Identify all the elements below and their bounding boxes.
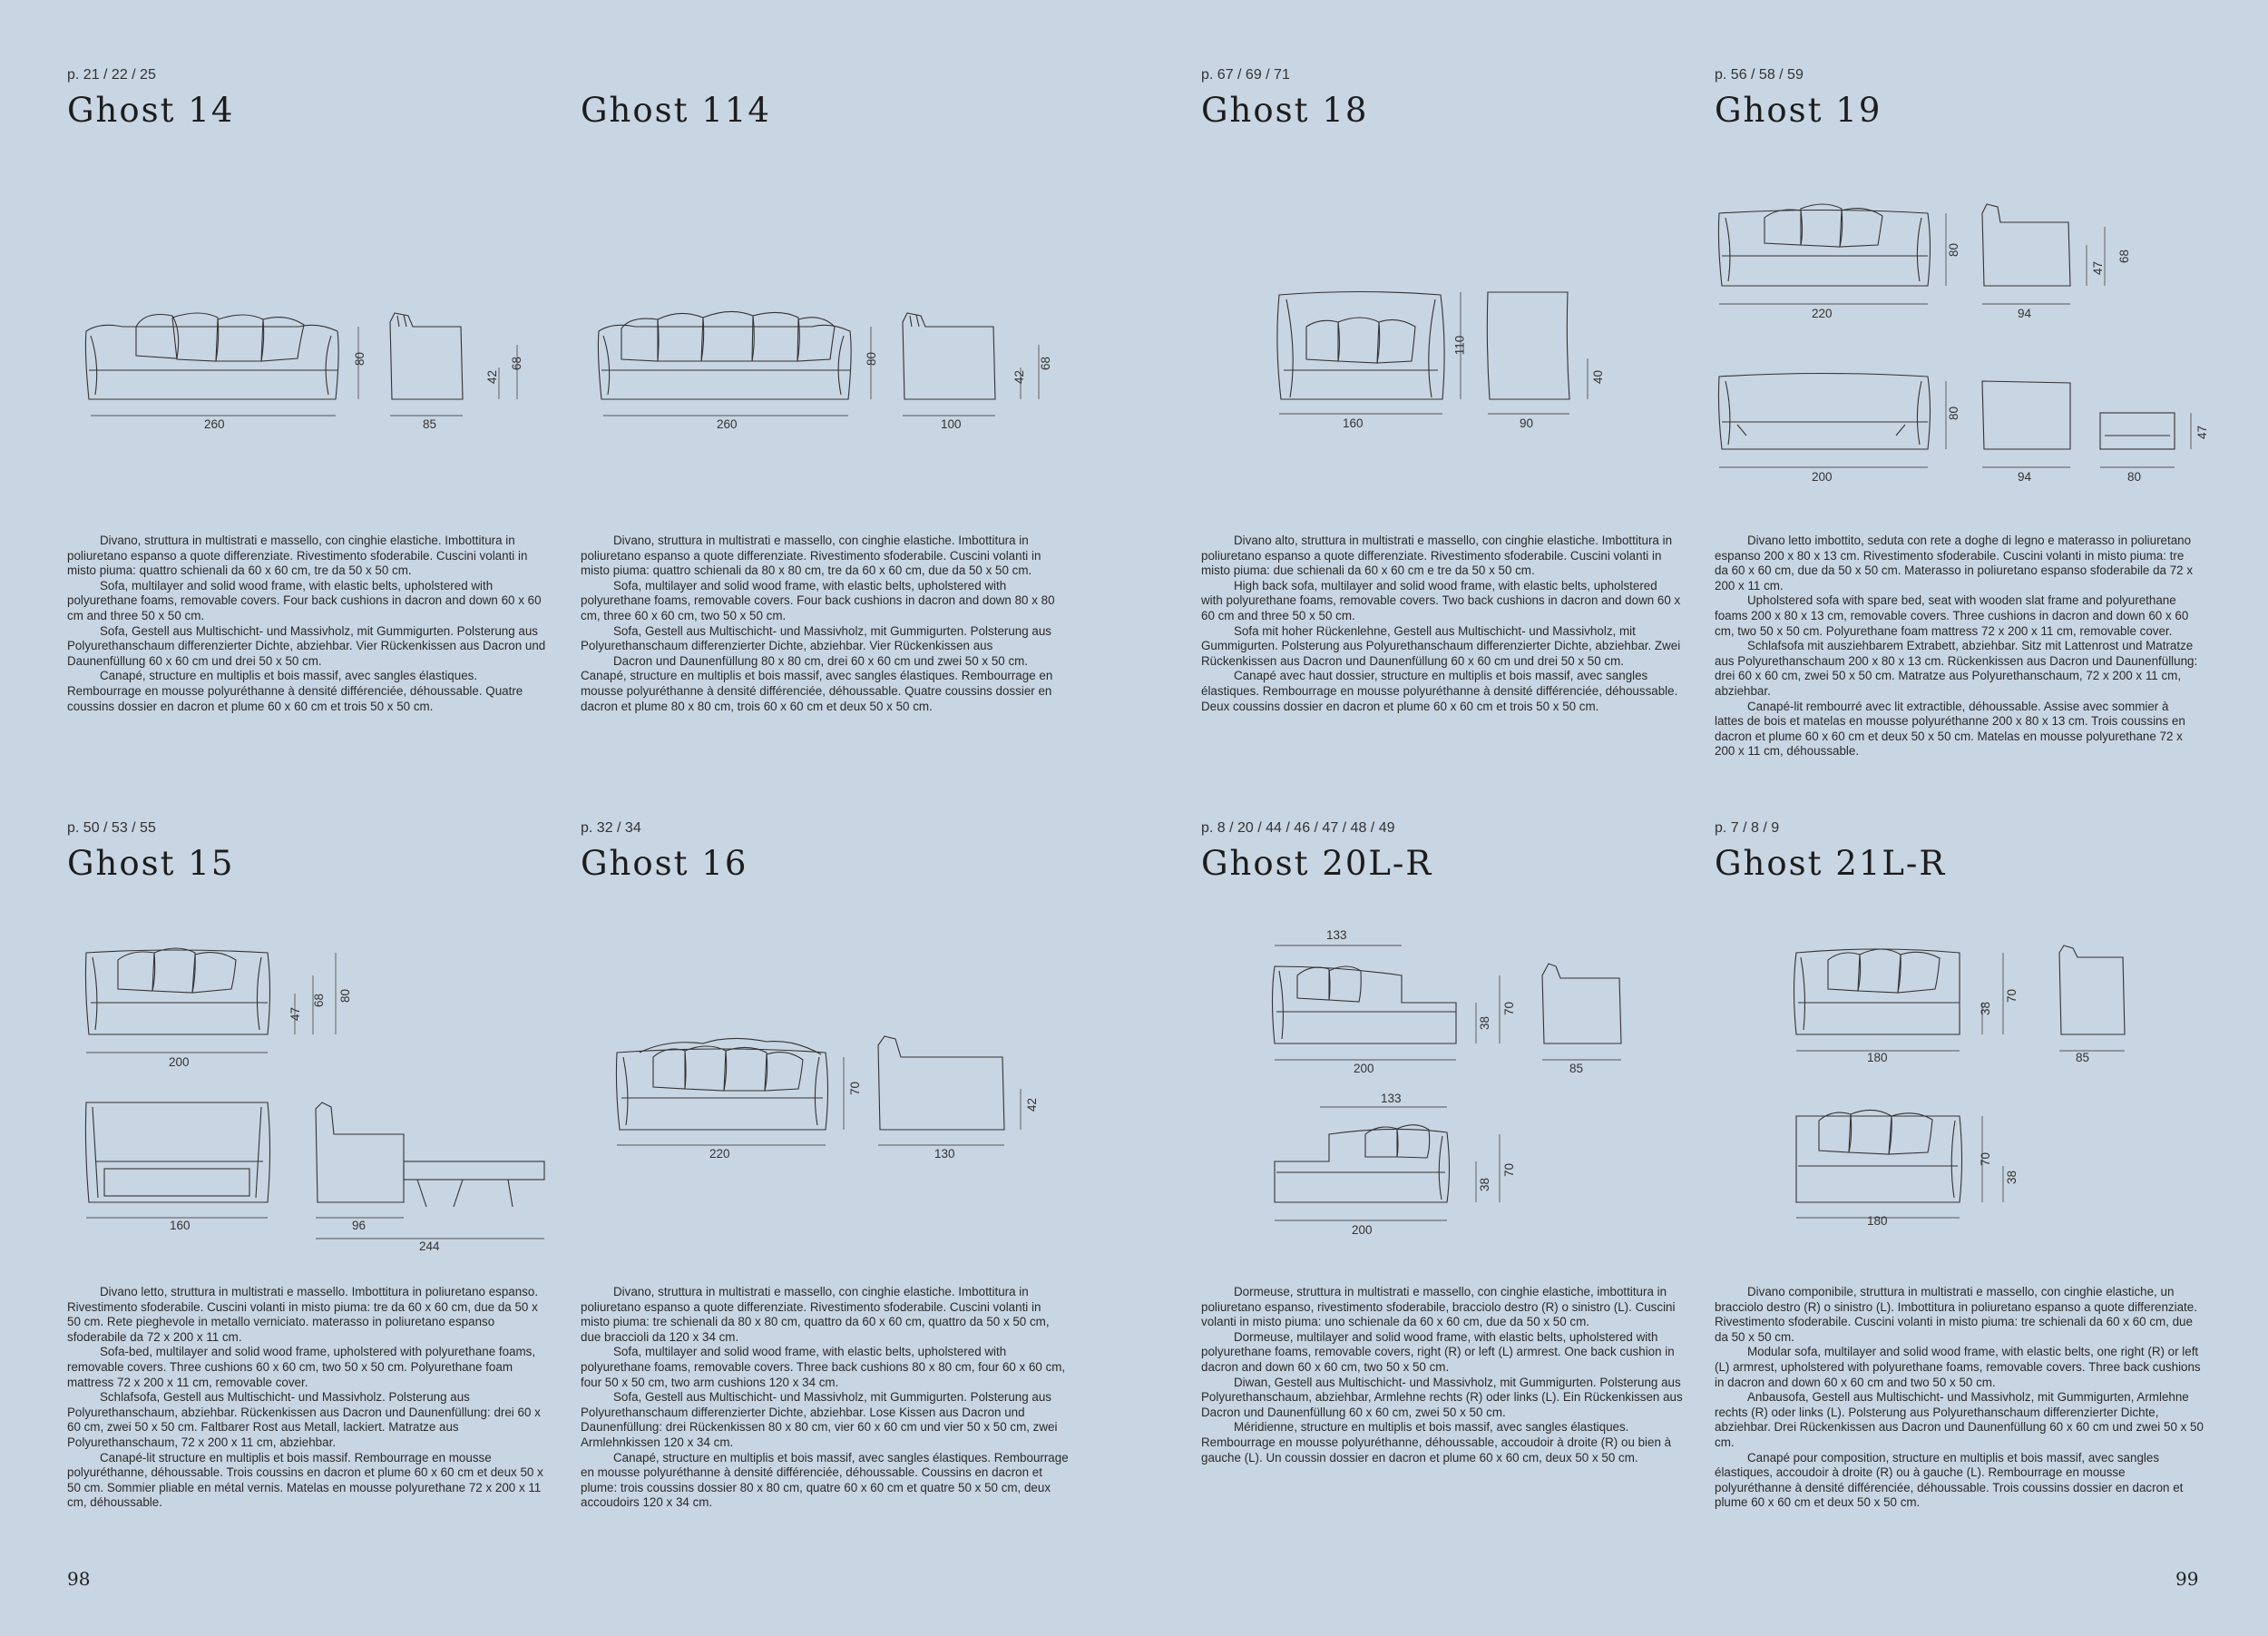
- desc-english: Dormeuse, multilayer and solid wood frame, with elastic belts, upholstered with polyurethane foams, removable covers, right (R) or left (L) armrest. One back cushion in dacron and down 60 x 60 cm, two 50 x 50 cm.: [1201, 1329, 1675, 1374]
- width-dim: 200: [1354, 1062, 1374, 1075]
- desc-german: Schlafsofa mit ausziehbarem Extrabett, abziehbar. Sitz mit Lattenrost und Matratze aus Polyurethanschaum 200 x 80 x 13 cm. Rückenkissen aus Dacron und Daunenfüllung: drei 60 x 60 cm, zwei 50 x 50 cm. Matratze aus Polyurethanschaum, 72 x 200 x 11 cm, abziehbar.: [1715, 639, 2198, 698]
- product-title: Ghost 16: [581, 844, 748, 883]
- desc-german: Sofa, Gestell aus Multischicht- und Massivholz, mit Gummigurten. Polsterung aus Polyurethanschaum differenzierter Dichte, abziehbar. Lose Kissen aus Dacron und Daunenfüllung: drei Rückenkissen 80 x 80 cm, vier 60 x 60 cm und vier 50 x 50 cm, zwei Armlehnkissen 120 x 34 cm.: [581, 1390, 1058, 1449]
- bed-width-dim: 160: [170, 1219, 191, 1232]
- product-title: Ghost 14: [67, 91, 235, 130]
- mattress-width-dim: 80: [2127, 470, 2142, 484]
- height-dim-2: 70: [1979, 1151, 1993, 1167]
- desc-french: Canapé avec haut dossier, structure en multiplis et bois massif, avec sangles élastiques. Rembourrage en mousse polyuréthanne à densité différenciée, déhoussable. Deux coussins dossier en dacron et plume 60 x 60 cm et trois 50 x 50 cm.: [1201, 669, 1678, 713]
- seat-height-dim: 47: [2091, 260, 2106, 276]
- desc-english: High back sofa, multilayer and solid wood frame, with elastic belts, upholstered with polyurethane foams, removable covers. Two back cushions in dacron and down 60 x 60 cm and three 50 x 50 cm.: [1201, 578, 1681, 622]
- seat-height-dim-2: 38: [1478, 1177, 1492, 1192]
- arm-height-dim: 68: [510, 356, 524, 371]
- width-dim-2: 200: [1352, 1223, 1373, 1237]
- ghost15-drawing: [82, 935, 572, 1243]
- seat-height-dim: 42: [485, 369, 500, 385]
- chaise-length-dim: 133: [1326, 928, 1347, 942]
- desc-english: Modular sofa, multilayer and solid wood frame, with elastic belts, one right (R) or left (L) armrest, upholstered with polyurethane foams, removable covers. Three back cushions in dacron and down 60 x 60 cm and two 50 x 50 cm.: [1715, 1345, 2201, 1389]
- ghost16-drawing: [612, 1025, 1066, 1171]
- desc-italian: Divano componibile, struttura in multistrati e massello, con cinghie elastiche, un bracciolo destro (R) o sinistro (L). Imbottitura in poliuretano espanso a quote differenziate. Rivestimento sfoderabile. Cuscini volanti in misto piuma: tre schienali da 60 x 60 cm, due da 50 x 50 cm.: [1715, 1285, 2197, 1344]
- height-dim: 70: [848, 1081, 863, 1096]
- desc-french: Canapé, structure en multiplis et bois massif, avec sangles élastiques. Rembourrage en mousse polyuréthanne à densité différenciée, déhoussable. Quatre coussins dossier en dacron et plume 60 x 60 cm et trois 50 x 50 cm.: [67, 669, 523, 713]
- desc-german: Diwan, Gestell aus Multischicht- und Massivholz, mit Gummigurten. Polsterung aus Polyurethanschaum, abziehbar, Armlehne rechts (R) oder links (L). Ein Rückenkissen aus Dacron und Daunenfüllung 60 x 60 cm, zwei 50 x 50 cm.: [1201, 1375, 1683, 1419]
- depth-dim: 96: [352, 1219, 367, 1232]
- page-number-right: 99: [2175, 1568, 2199, 1590]
- desc-german: Sofa, Gestell aus Multischicht- und Massivholz, mit Gummigurten. Polsterung aus Polyurethanschaum differenzierter Dichte, abziehbar. Vier Rückenkissen aus Dacron und Daunenfüllung 60 x 60 cm und drei 50 x 50 cm.: [67, 623, 546, 668]
- seat-height-dim: 38: [1478, 1015, 1492, 1031]
- desc-french: Méridienne, structure en multiplis et bois massif, avec sangles élastiques. Rembourrage en mousse polyuréthanne, déhoussable, accoudoir à droite (R) ou bien à gauche (L). Un coussin dossier en dacron et plume 60 x 60 cm, deux 50 x 50 cm.: [1201, 1420, 1672, 1465]
- width-dim: 260: [204, 417, 225, 431]
- desc-english: Upholstered sofa with spare bed, seat with wooden slat frame and polyurethane foams 200 x 80 x 13 cm, removable covers. Three cushions in dacron and down 60 x 60 cm, two 50 x 50 cm. Polyurethane foam mattress 72 x 200 x 11 cm, removable cover.: [1715, 593, 2189, 638]
- arm-height-dim: 68: [2117, 249, 2132, 264]
- height-dim: 70: [2005, 988, 2019, 1004]
- width-dim: 200: [169, 1055, 190, 1069]
- product-description: [1201, 534, 1682, 714]
- depth-dim: 85: [423, 417, 437, 431]
- height-dim: 80: [865, 351, 879, 367]
- seat-height-dim: 42: [1025, 1097, 1040, 1112]
- page-reference: p. 8 / 20 / 44 / 46 / 47 / 48 / 49: [1201, 820, 1395, 836]
- seat-height-dim-2: 38: [2005, 1170, 2019, 1185]
- ghost114-drawing: [594, 299, 1066, 426]
- page-reference: p. 21 / 22 / 25: [67, 67, 156, 83]
- bed-width-dim: 200: [1812, 470, 1833, 484]
- depth-dim: 94: [2018, 307, 2032, 320]
- page-reference: p. 32 / 34: [581, 820, 641, 836]
- arm-height-dim: 68: [1039, 356, 1053, 371]
- page-reference: p. 56 / 58 / 59: [1715, 67, 1804, 83]
- height-dim: 70: [1502, 1001, 1517, 1016]
- product-description: [581, 1285, 1070, 1511]
- page-reference: p. 50 / 53 / 55: [67, 820, 156, 836]
- seat-height-dim: 40: [1591, 369, 1606, 385]
- desc-german: Sofa, Gestell aus Multischicht- und Massivholz, mit Gummigurten. Polsterung aus Polyurethanschaum differenzierter Dichte, abziehbar. Vier Rückenkissen aus: [581, 623, 1052, 653]
- open-depth-dim: 244: [419, 1239, 440, 1253]
- desc-french: Canapé-lit structure en multiplis et bois massif. Rembourrage en mousse polyuréthanne, déhoussable. Trois coussins en dacron et plume 60 x 60 cm et deux 50 x 50 cm. Sommier pliable en métal vernis. Matelas en mousse polyurethane 72 x 200 x 11 cm, déhoussable.: [67, 1450, 543, 1510]
- desc-english: Sofa, multilayer and solid wood frame, with elastic belts, upholstered with polyurethane foams, removable covers. Four back cushions in dacron and down 60 x 60 cm and three 50 x 50 cm.: [67, 578, 542, 622]
- depth-dim: 100: [941, 417, 962, 431]
- page-reference: p. 7 / 8 / 9: [1715, 820, 1780, 836]
- desc-italian: Divano letto, struttura in multistrati e massello. Imbottitura in poliuretano espanso. Rivestimento sfoderabile. Cuscini volanti in misto piuma: tre da 60 x 60 cm, due da 50 x 50 cm. Rete pieghevole in metallo verniciato. materasso in poliuretano espanso sfoderabile da 72 x 200 x 11 cm.: [67, 1285, 539, 1344]
- width-dim: 180: [1867, 1051, 1888, 1064]
- product-title: Ghost 114: [581, 91, 771, 130]
- chaise-length-dim-2: 133: [1381, 1092, 1402, 1105]
- ghost21-drawing: [1787, 935, 2168, 1234]
- width-dim: 220: [709, 1147, 730, 1161]
- height-dim: 80: [338, 988, 353, 1004]
- ghost18-drawing: [1270, 281, 1633, 426]
- desc-french: Canapé-lit rembourré avec lit extractible, déhoussable. Assise avec sommier à lattes de bois et matelas en mousse polyuréthanne 200 x 80 x 13 cm. Trois coussins en dacron et plume 60 x 60 cm et deux 50 x 50 cm. Matelas en mousse polyurethane 72 x 200 x 11 cm, déhoussable.: [1715, 699, 2185, 759]
- height-dim: 80: [1947, 242, 1961, 258]
- product-title: Ghost 18: [1201, 91, 1369, 130]
- desc-italian: Divano, struttura in multistrati e massello, con cinghie elastiche. Imbottitura in poliuretano espanso a quote differenziate. Rivestimento sfoderabile. Cuscini volanti in misto piuma: quattro schienali da 60 x 60 cm, tre da 50 x 50 cm.: [67, 534, 528, 578]
- depth-dim: 85: [1569, 1062, 1584, 1075]
- desc-french: Canapé pour composition, structure en multiplis et bois massif, avec sangles élastiques, accoudoir à droite (R) ou à gauche (L). Rembourrage en mousse polyuréthanne à densité différenciée, déhoussable. Trois coussins dossier en dacron et plume 60 x 60 cm et deux 50 x 50 cm.: [1715, 1450, 2184, 1510]
- mattress-height-dim: 47: [2195, 425, 2210, 440]
- desc-italian: Divano alto, struttura in multistrati e massello, con cinghie elastiche. Imbottitura in poliuretano espanso a quote differenziate. Rivestimento sfoderabile. Cuscini volanti in misto piuma: due schienali da 60 x 60 cm e tre da 50 x 50 cm.: [1201, 534, 1673, 578]
- product-description: [1715, 534, 2200, 759]
- desc-italian: Dormeuse, struttura in multistrati e massello, con cinghie elastiche, imbottitura in poliuretano espanso, rivestimento sfoderabile, bracciolo destro (R) o sinistro (L). Cuscini volanti in misto piuma: uno schienale da 60 x 60 cm, due da 50 x 50 cm.: [1201, 1285, 1676, 1329]
- product-title: Ghost 15: [67, 844, 235, 883]
- seat-height-dim: 47: [288, 1006, 303, 1022]
- product-description: [581, 534, 1070, 714]
- seat-height-dim: 42: [1012, 369, 1027, 385]
- product-description: [67, 1285, 550, 1511]
- page-reference: p. 67 / 69 / 71: [1201, 67, 1290, 83]
- product-description: [1715, 1285, 2204, 1511]
- depth-dim: 130: [934, 1147, 955, 1161]
- depth-dim: 90: [1520, 416, 1534, 430]
- product-title: Ghost 21L-R: [1715, 844, 1947, 883]
- bed-height-dim: 80: [1947, 406, 1961, 421]
- height-dim: 110: [1452, 335, 1467, 356]
- width-dim: 220: [1812, 307, 1833, 320]
- product-description: [67, 534, 550, 714]
- product-title: Ghost 19: [1715, 91, 1882, 130]
- desc-italian: Divano, struttura in multistrati e massello, con cinghie elastiche. Imbottitura in poliuretano espanso a quote differenziate. Rivestimento sfoderabile. Cuscini volanti in misto piuma: tre schienali da 80 x 80 cm, quattro da 60 x 60 cm, quattro da 50 x 50 cm, due braccioli da 120 x 34 cm.: [581, 1285, 1050, 1344]
- product-description: [1201, 1285, 1687, 1465]
- desc-german: Schlafsofa, Gestell aus Multischicht- und Massivholz. Polsterung aus Polyurethanschaum, abziehbar. Rückenkissen aus Dacron und Daunenfüllung: drei 60 x 60 cm, zwei 50 x 50 cm. Faltbarer Rost aus Metall, lackiert. Matratze aus Polyurethanschaum, 72 x 200 x 11 cm, abziehbar.: [67, 1390, 541, 1449]
- desc-german: Sofa mit hoher Rückenlehne, Gestell aus Multischicht- und Massivholz, mit Gummigurten. Polsterung aus Polyurethanschaum differenzierter Dichte, abziehbar. Zwei Rückenkissen aus Dacron und Daunenfüllung 60 x 60 cm und drei 50 x 50 cm.: [1201, 623, 1681, 668]
- height-dim: 80: [353, 351, 367, 367]
- page-number-left: 98: [67, 1568, 91, 1590]
- desc-italian: Divano, struttura in multistrati e massello, con cinghie elastiche. Imbottitura in poliuretano espanso a quote differenziate. Rivestimento sfoderabile. Cuscini volanti in misto piuma: quattro schienali da 80 x 80 cm, tre da 60 x 60 cm, due da 50 x 50 cm.: [581, 534, 1041, 578]
- ghost20-drawing: [1266, 935, 1647, 1234]
- ghost19-drawing: [1715, 191, 2223, 481]
- width-dim-2: 180: [1867, 1214, 1888, 1228]
- product-title: Ghost 20L-R: [1201, 844, 1433, 883]
- seat-height-dim: 38: [1979, 1001, 1993, 1016]
- desc-french: Canapé, structure en multiplis et bois massif, avec sangles élastiques. Rembourrage en mousse polyuréthanne à densité différenciée, déhoussable. Coussins en dacron et plume: trois coussins dossier 80 x 80 cm, quatre 60 x 60 cm et quatre 50 x 50 cm, deux accoudoirs 120 x 34 cm.: [581, 1450, 1069, 1510]
- width-dim: 160: [1343, 416, 1364, 430]
- desc-german: Anbausofa, Gestell aus Multischicht- und Massivholz, mit Gummigurten, Armlehne rechts (R) oder links (L). Polsterung aus Polyurethanschaum differenzierter Dichte, abziehbar. Drei Rückenkissen aus Dacron und Daunenfüllung 60 x 60 cm und zwei 50 x 50 cm.: [1715, 1390, 2204, 1449]
- width-dim: 260: [717, 417, 738, 431]
- ghost14-drawing: [82, 299, 553, 426]
- desc-english: Sofa-bed, multilayer and solid wood frame, upholstered with polyurethane foams, removable covers. Three cushions 60 x 60 cm, two 50 x 50 cm. Polyurethane foam mattress 72 x 200 x 11 cm, removable cover.: [67, 1345, 536, 1389]
- desc-italian: Divano letto imbottito, seduta con rete a doghe di legno e materasso in poliuretano espanso 200 x 80 x 13 cm. Rivestimento sfoderabile. Cuscini volanti in misto piuma: tre da 60 x 60 cm, due da 50 x 50 cm. Materasso in poliuretano espanso sfoderabile da 72 x 200 x 11 cm.: [1715, 534, 2194, 593]
- height-dim-2: 70: [1502, 1162, 1517, 1178]
- desc-french: Dacron und Daunenfüllung 80 x 80 cm, drei 60 x 60 cm und zwei 50 x 50 cm. Canapé, structure en multiplis et bois massif, avec sangles élastiques. Rembourrage en mousse polyuréthanne à densité différenciée, déhoussable. Quatre coussins dossier en dacron et plume 80 x 80 cm, trois 60 x 60 cm et deux 50 x 50 cm.: [581, 653, 1053, 713]
- desc-english: Sofa, multilayer and solid wood frame, with elastic belts, upholstered with polyurethane foams, removable covers. Four back cushions in dacron and down 80 x 80 cm, three 60 x 60 cm, two 50 x 50 cm.: [581, 578, 1055, 622]
- arm-height-dim: 68: [312, 993, 327, 1008]
- desc-english: Sofa, multilayer and solid wood frame, with elastic belts, upholstered with polyurethane foams, removable covers. Three back cushions 80 x 80 cm, four 60 x 60 cm, four 50 x 50 cm, two arm cushions 120 x 34 cm.: [581, 1345, 1066, 1389]
- bed-depth-dim: 94: [2018, 470, 2032, 484]
- depth-dim: 85: [2076, 1051, 2090, 1064]
